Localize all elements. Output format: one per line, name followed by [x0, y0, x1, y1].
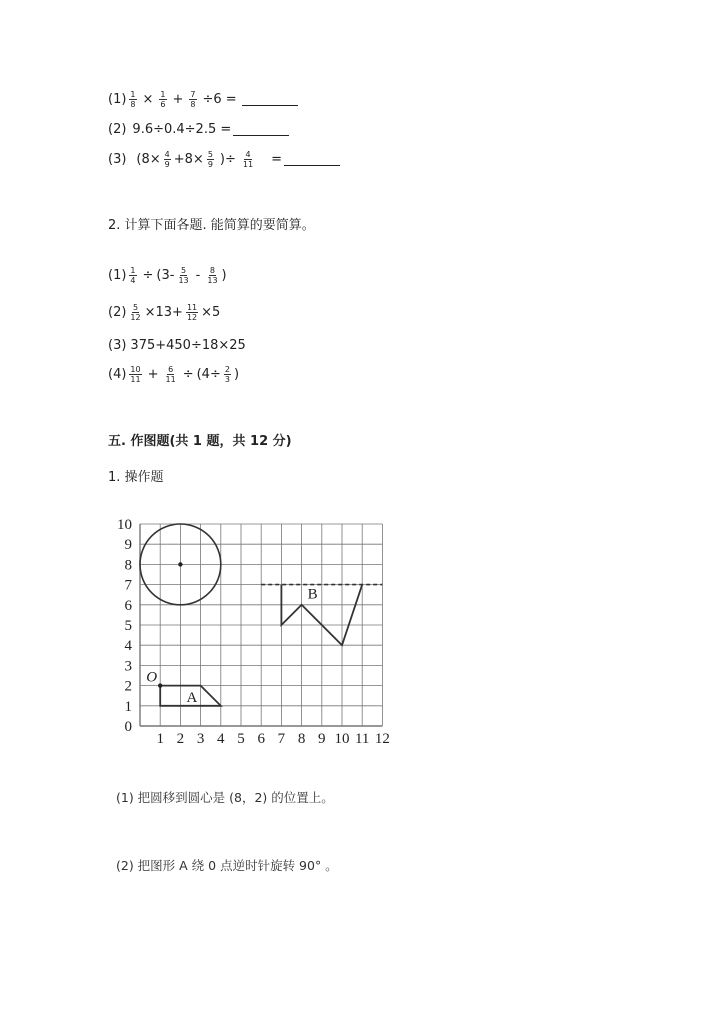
- denominator: 12: [186, 313, 198, 322]
- x-tick-label: 9: [318, 731, 326, 747]
- numerator: 1: [130, 90, 136, 99]
- fraction: [189, 90, 196, 109]
- numerator: 1: [160, 90, 166, 99]
- fraction: [129, 365, 141, 384]
- expression-close: )÷: [219, 152, 236, 167]
- fraction: [164, 150, 171, 169]
- denominator: 13: [207, 276, 218, 285]
- fraction: [165, 365, 177, 384]
- question-2-3: [108, 338, 246, 353]
- denominator: 11: [165, 375, 176, 384]
- label-o: O: [146, 669, 158, 686]
- y-tick-label: 8: [124, 557, 132, 574]
- y-tick-label: 2: [124, 678, 132, 695]
- q-label: (2): [108, 122, 127, 137]
- question-2-2: [108, 303, 220, 322]
- answer-blank[interactable]: [233, 123, 289, 136]
- expression: 9.6÷0.4÷2.5 =: [132, 122, 232, 137]
- numerator: 4: [245, 150, 251, 159]
- answer-blank[interactable]: [284, 153, 340, 166]
- point-o-dot: [158, 683, 162, 687]
- q-label: (1): [108, 268, 127, 283]
- sub-heading: 1. 操作题: [108, 470, 164, 485]
- fraction: [129, 266, 136, 285]
- x-tick-label: 6: [257, 731, 265, 747]
- numerator: 1: [130, 266, 136, 275]
- y-tick-label: 3: [124, 658, 132, 675]
- shape-b: [281, 585, 362, 646]
- fraction: [242, 150, 254, 169]
- fraction: [129, 303, 141, 322]
- y-tick-label: 7: [124, 577, 132, 594]
- y-tick-label: 4: [124, 638, 132, 655]
- numerator: 5: [207, 150, 213, 159]
- numerator: 11: [186, 303, 198, 312]
- denominator: 4: [130, 276, 136, 285]
- denominator: 9: [207, 160, 213, 169]
- shape-a: [160, 686, 221, 706]
- y-tick-label: 5: [124, 618, 132, 634]
- question-2-4: [108, 365, 239, 384]
- expression-open: (4÷: [196, 367, 221, 382]
- numerator: 2: [224, 365, 230, 374]
- expression-tail: ÷6 =: [202, 92, 237, 107]
- fraction: [207, 150, 214, 169]
- expression-close: ): [233, 367, 240, 382]
- operator: ×: [142, 92, 154, 107]
- numerator: 5: [181, 266, 187, 275]
- denominator: 13: [178, 276, 189, 285]
- grid-lines: [140, 524, 382, 726]
- denominator: 3: [224, 375, 230, 384]
- x-tick-label: 4: [217, 731, 225, 747]
- denominator: 11: [130, 375, 141, 384]
- numerator: 10: [130, 365, 141, 374]
- operator: -: [195, 268, 201, 283]
- task-1: (1) 把圆移到圆心是 (8，2) 的位置上。: [116, 790, 334, 805]
- denominator: 11: [242, 160, 254, 169]
- x-tick-label: 2: [176, 731, 185, 747]
- q-label: (3): [108, 152, 127, 167]
- numerator: 8: [209, 266, 215, 275]
- x-tick-label: 11: [354, 731, 370, 747]
- fraction: [186, 303, 198, 322]
- x-tick-label: 8: [297, 731, 306, 747]
- circle-center-dot: [178, 562, 182, 566]
- section-heading: 五. 作图题(共 1 题，共 12 分): [108, 434, 292, 449]
- numerator: 4: [164, 150, 170, 159]
- label-b: B: [307, 586, 318, 603]
- x-tick-label: 1: [156, 731, 164, 747]
- operator: +: [147, 367, 159, 382]
- answer-blank[interactable]: [242, 93, 298, 106]
- expression: 375+450÷18×25: [130, 338, 246, 353]
- operator: +: [172, 92, 184, 107]
- x-tick-label: 10: [334, 731, 350, 747]
- y-tick-label: 0: [124, 719, 132, 735]
- q-label: (1): [108, 92, 127, 107]
- numerator: 6: [168, 365, 174, 374]
- x-tick-label: 7: [277, 731, 286, 747]
- denominator: 8: [130, 100, 136, 109]
- expression-close: ): [221, 268, 227, 283]
- numerator: 5: [132, 303, 139, 312]
- x-tick-label: 3: [196, 731, 205, 747]
- denominator: 12: [130, 313, 141, 322]
- label-a: A: [186, 689, 198, 706]
- q-label: (3): [108, 338, 127, 353]
- fraction: [206, 266, 218, 285]
- fraction: [224, 365, 231, 384]
- expression-open: (3-: [156, 268, 175, 283]
- numerator: 7: [190, 90, 196, 99]
- question-1-3: [108, 150, 340, 169]
- question-1-2: [108, 122, 289, 137]
- expression-open: (8×: [136, 152, 161, 167]
- expression-mid: +8×: [173, 152, 204, 167]
- task-2: (2) 把图形 A 绕 0 点逆时针旋转 90° 。: [116, 858, 338, 873]
- tick-labels: [117, 517, 390, 747]
- section-title: 2. 计算下面各题. 能简算的要简算。: [108, 218, 315, 233]
- expression-mid: ×13+: [144, 305, 183, 320]
- fraction: [177, 266, 189, 285]
- denominator: 6: [160, 100, 166, 109]
- circle-shape: [140, 524, 221, 605]
- x-tick-label: 12: [374, 731, 390, 747]
- question-2-1: [108, 266, 227, 285]
- equals: =: [271, 152, 282, 167]
- question-1-1: [108, 90, 298, 109]
- y-tick-label: 9: [124, 537, 132, 554]
- denominator: 8: [190, 100, 196, 109]
- operator: ÷: [142, 268, 154, 283]
- y-tick-label: 1: [124, 698, 132, 715]
- operator: ÷: [182, 367, 194, 382]
- expression-tail: ×5: [201, 305, 221, 320]
- denominator: 9: [164, 160, 170, 169]
- fraction: [159, 90, 166, 109]
- y-tick-label: 10: [117, 517, 132, 533]
- y-tick-label: 6: [124, 597, 132, 614]
- q-label: (4): [108, 367, 127, 382]
- q-label: (2): [108, 305, 127, 320]
- fraction: [129, 90, 136, 109]
- x-tick-label: 5: [237, 731, 245, 747]
